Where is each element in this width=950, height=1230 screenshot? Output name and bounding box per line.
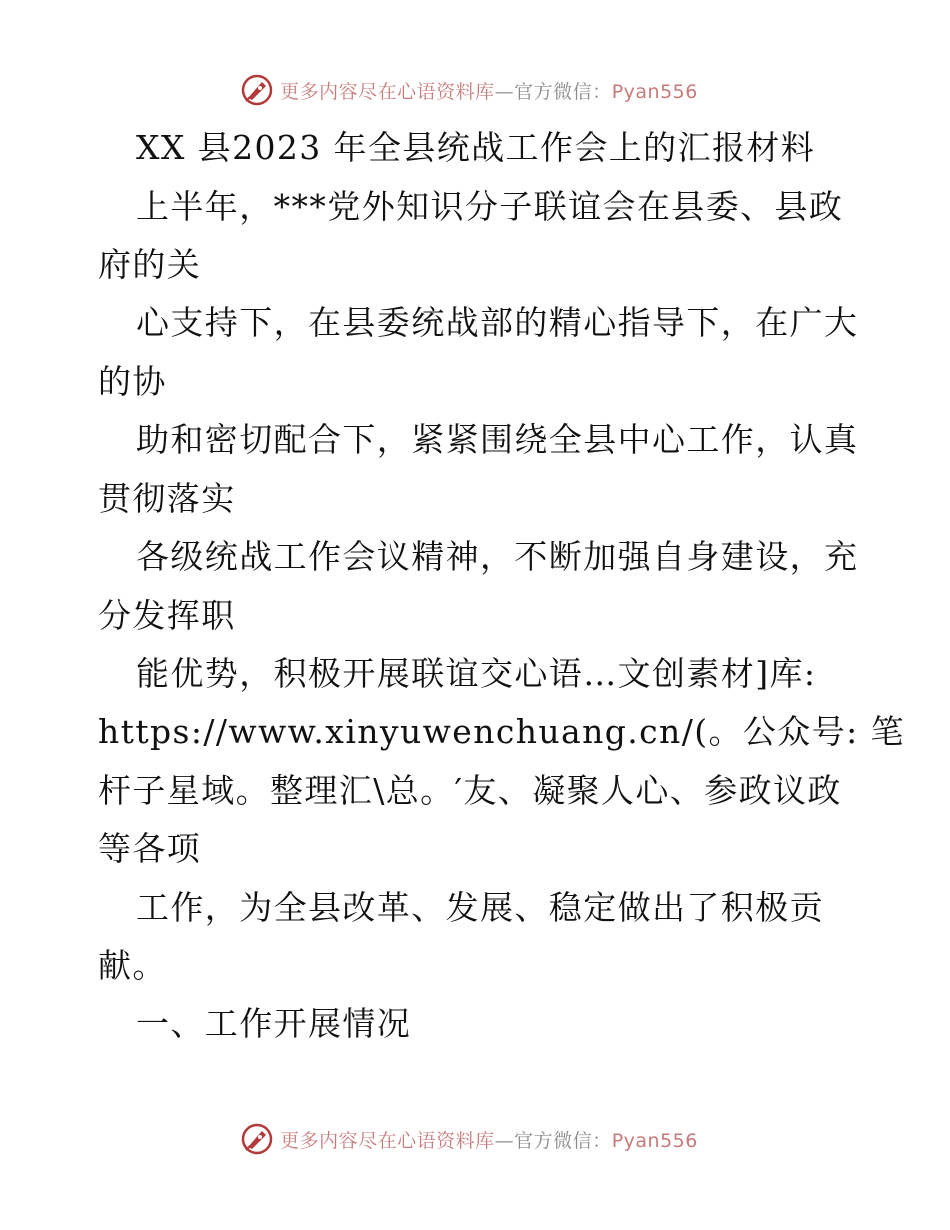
paragraph-line: 能优势，积极开展联谊交心语…文创素材]库: <box>136 654 817 693</box>
paragraph-line: 贯彻落实 <box>98 479 236 518</box>
watermark-brand-text: 更多内容尽在心语资料库 <box>280 80 495 103</box>
paragraph-line: 杆子星域。整理汇\总。′友、凝聚人心、参政议政 <box>98 771 842 810</box>
watermark-separator: — <box>494 80 515 103</box>
paragraph-line: 分发挥职 <box>98 596 236 635</box>
paragraph-line: 献。 <box>98 946 167 985</box>
watermark-brand-text: 更多内容尽在心语资料库 <box>280 1129 495 1152</box>
pen-nib-logo-icon <box>240 73 274 107</box>
watermark-wechat-id: Pyan556 <box>611 1129 698 1152</box>
pen-nib-logo-icon <box>240 1122 274 1156</box>
paragraph-line: 各级统战工作会议精神，不断加强自身建设，充 <box>136 537 859 576</box>
watermark-wechat-label: 官方微信： <box>514 80 612 103</box>
paragraph-line: 等各项 <box>98 829 202 868</box>
paragraph-line: 心支持下，在县委统战部的精心指导下，在广大 <box>136 303 859 342</box>
paragraph-line: 工作，为全县改革、发展、稳定做出了积极贡 <box>136 888 824 927</box>
watermark-separator: — <box>494 1129 515 1152</box>
paragraph-line: 的协 <box>98 362 167 401</box>
paragraph-line: https://www.xinyuwenchuang.cn/(。公众号: 笔 <box>98 712 905 751</box>
document-title: XX 县2023 年全县统战工作会上的汇报材料 <box>136 128 816 167</box>
footer-watermark <box>0 1119 950 1159</box>
header-watermark <box>0 70 950 110</box>
paragraph-line: 上半年，***党外知识分子联谊会在县委、县政 <box>136 187 844 226</box>
paragraph-line: 府的关 <box>98 245 202 284</box>
watermark-wechat-label: 官方微信： <box>514 1129 612 1152</box>
paragraph-line: 助和密切配合下，紧紧围绕全县中心工作，认真 <box>136 420 859 459</box>
section-heading: 一、工作开展情况 <box>136 1004 412 1043</box>
watermark-wechat-id: Pyan556 <box>611 80 698 103</box>
